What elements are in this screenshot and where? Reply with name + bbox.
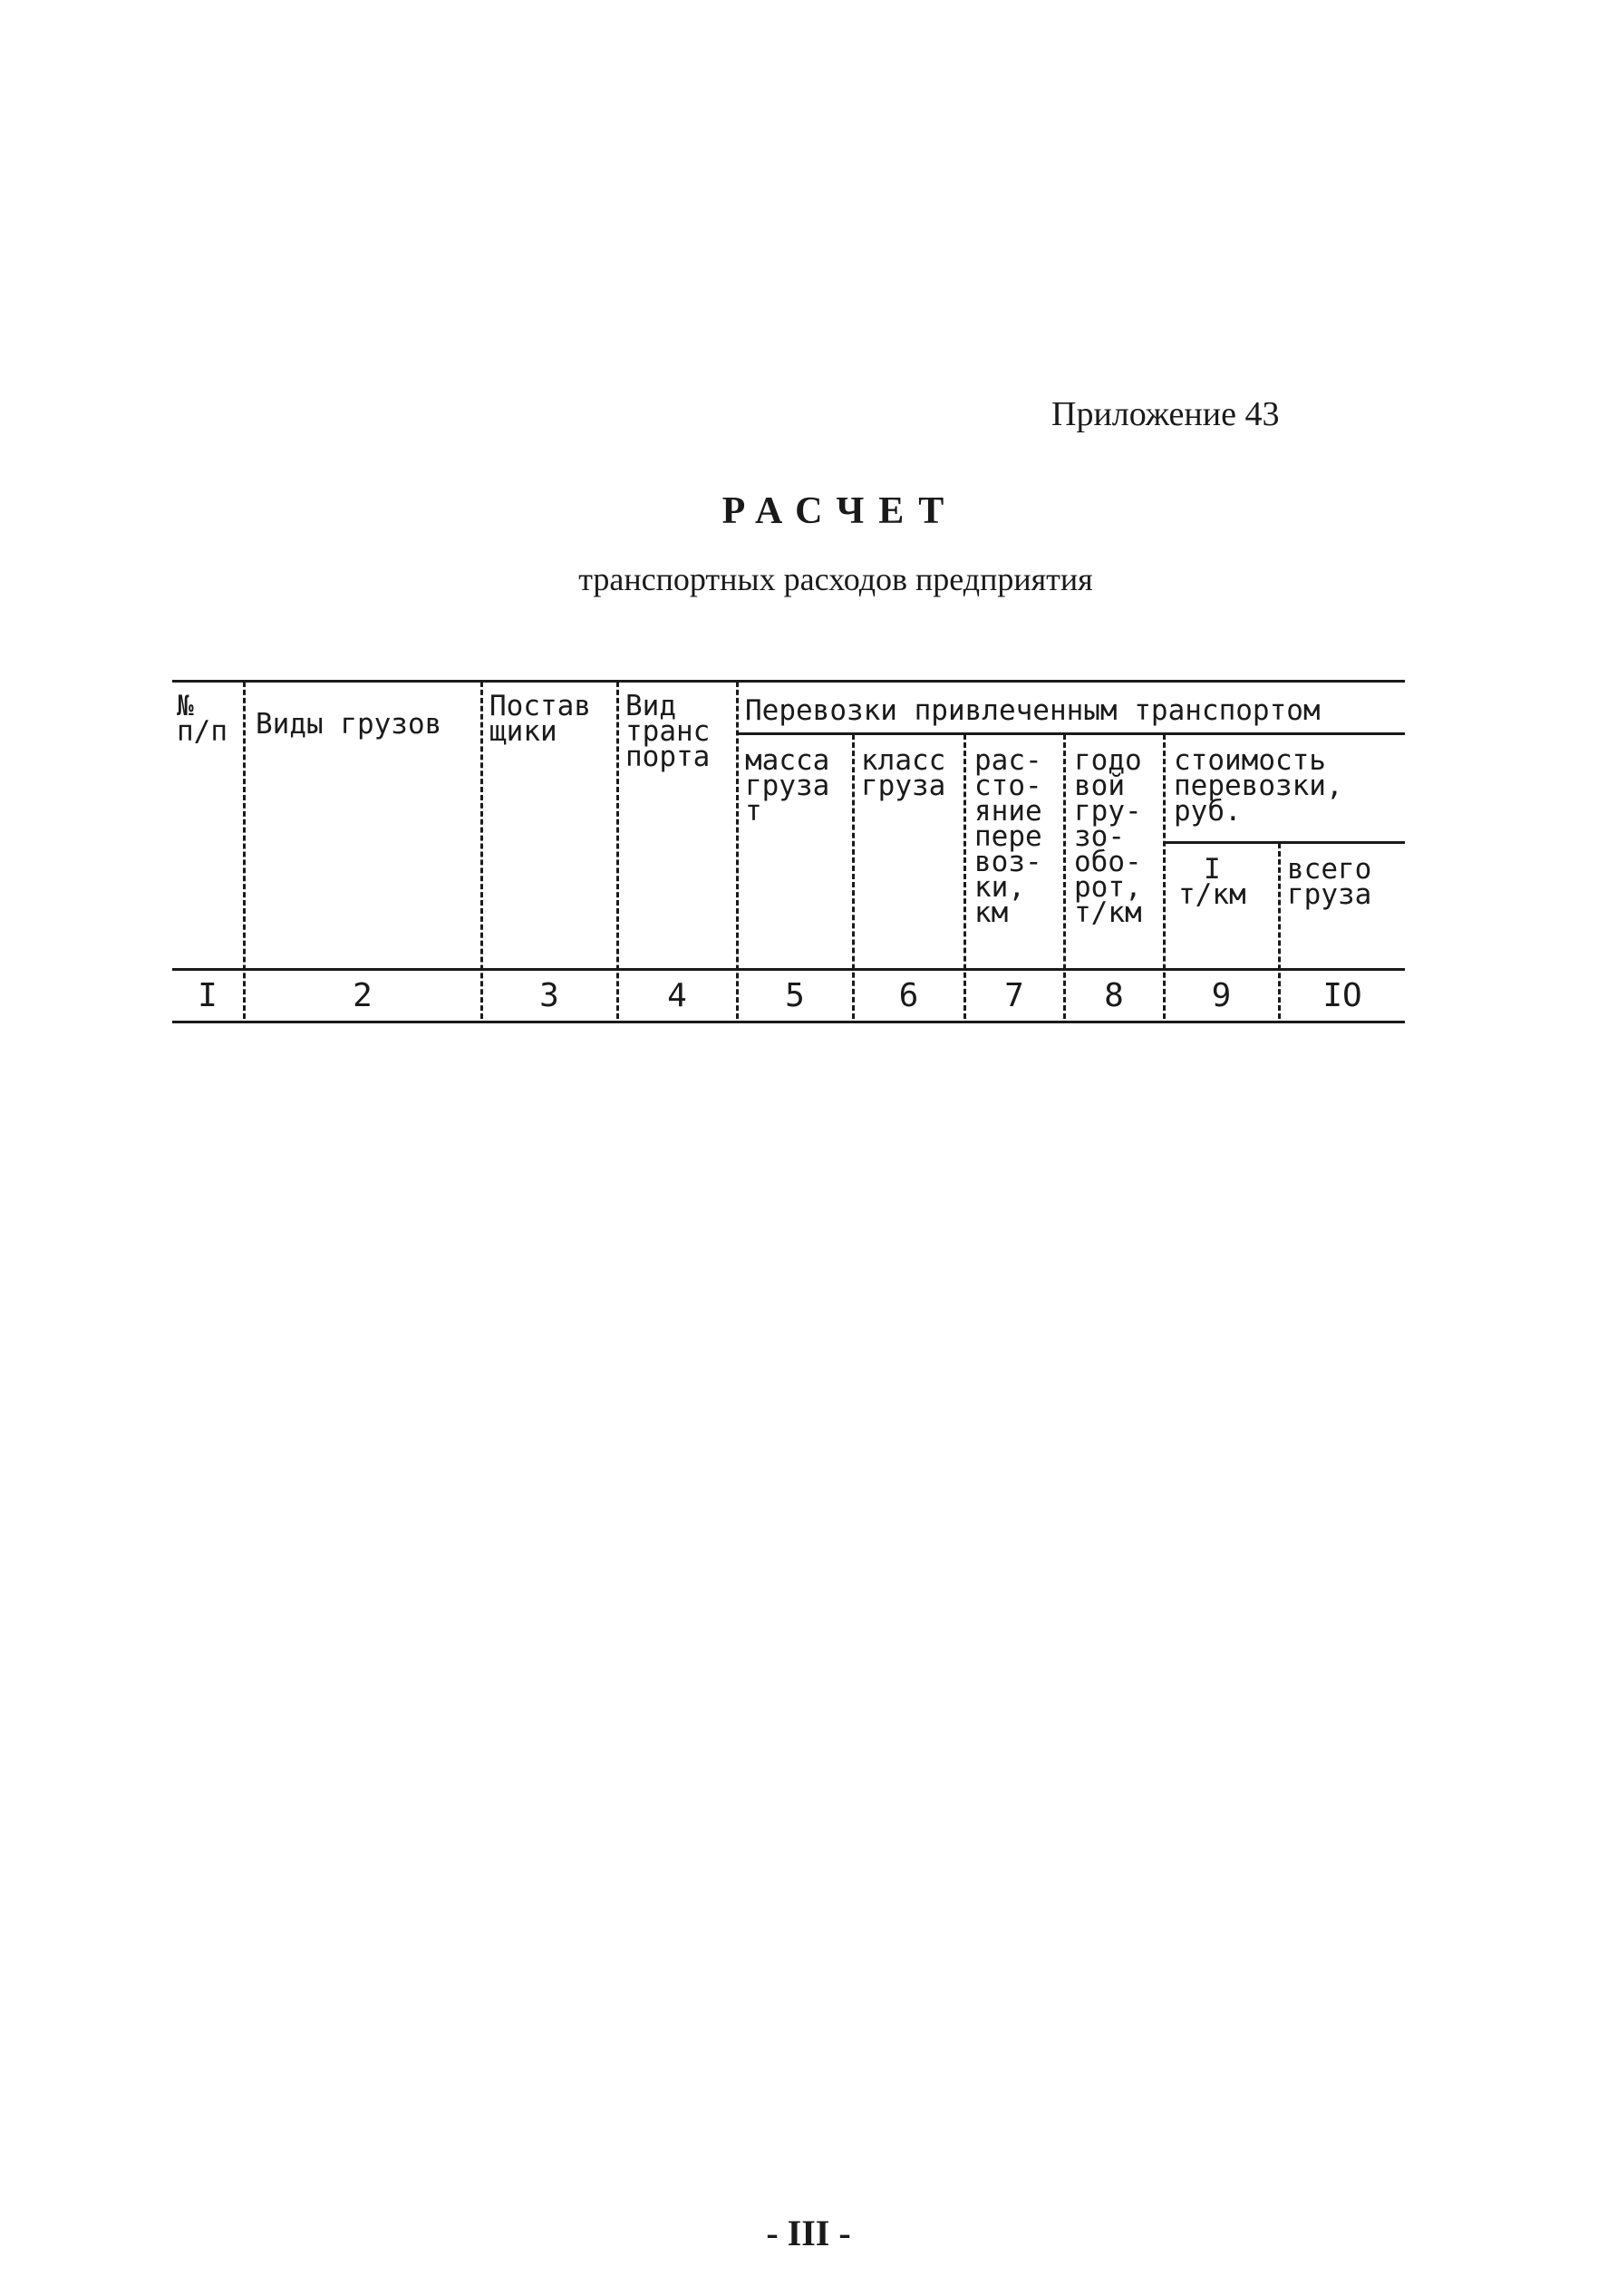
- column-number: 7: [1004, 977, 1024, 1014]
- group-header-rule: [736, 732, 1405, 735]
- column-number: I: [198, 977, 218, 1014]
- header-cargo-mass: масса груза т: [745, 744, 830, 828]
- col-divider: [243, 682, 246, 1019]
- header-cargo-class: класс груза: [861, 744, 946, 802]
- column-number: 6: [898, 977, 919, 1014]
- page-number: - III -: [766, 2213, 851, 2253]
- document-subtitle: транспортных расходов предприятия: [578, 561, 1093, 597]
- column-number: IO: [1322, 977, 1362, 1014]
- col-divider: [1063, 734, 1066, 1019]
- header-distance: рас- сто- яние пере воз- ки, км: [974, 744, 1042, 929]
- header-group-hired-transport: Перевозки привлеченным транспортом: [745, 694, 1321, 727]
- column-number: 3: [539, 977, 559, 1014]
- header-suppliers: Постав щики: [489, 690, 591, 748]
- header-bottom-rule: [172, 968, 1405, 971]
- col-divider: [736, 682, 739, 1019]
- document-title: РАСЧЕТ: [721, 490, 959, 532]
- cost-subheader-rule: [1163, 841, 1405, 844]
- appendix-label: Приложение 43: [1051, 395, 1280, 433]
- column-number: 8: [1104, 977, 1124, 1014]
- col-divider: [852, 734, 855, 1019]
- table-bottom-rule: [172, 1021, 1405, 1023]
- col-divider: [480, 682, 483, 1019]
- column-number: 5: [785, 977, 805, 1014]
- col-divider: [616, 682, 619, 1019]
- header-cargo-types: Виды грузов: [256, 708, 442, 741]
- column-number: 4: [667, 977, 687, 1014]
- header-number: № п/п: [177, 690, 228, 748]
- col-divider: [963, 734, 966, 1019]
- col-divider: [1163, 734, 1166, 1019]
- column-number: 9: [1211, 977, 1232, 1014]
- table-top-rule: [172, 680, 1405, 683]
- header-annual-turnover: годо вой гру- зо- обо- рот, т/км: [1074, 744, 1142, 929]
- column-number: 2: [353, 977, 373, 1014]
- header-transport-cost: стоимость перевозки, руб.: [1174, 744, 1343, 828]
- header-transport-type: Вид транс порта: [625, 690, 711, 773]
- header-cost-total: всего груза: [1287, 853, 1372, 911]
- header-cost-per-tkm: I т/км: [1178, 853, 1246, 911]
